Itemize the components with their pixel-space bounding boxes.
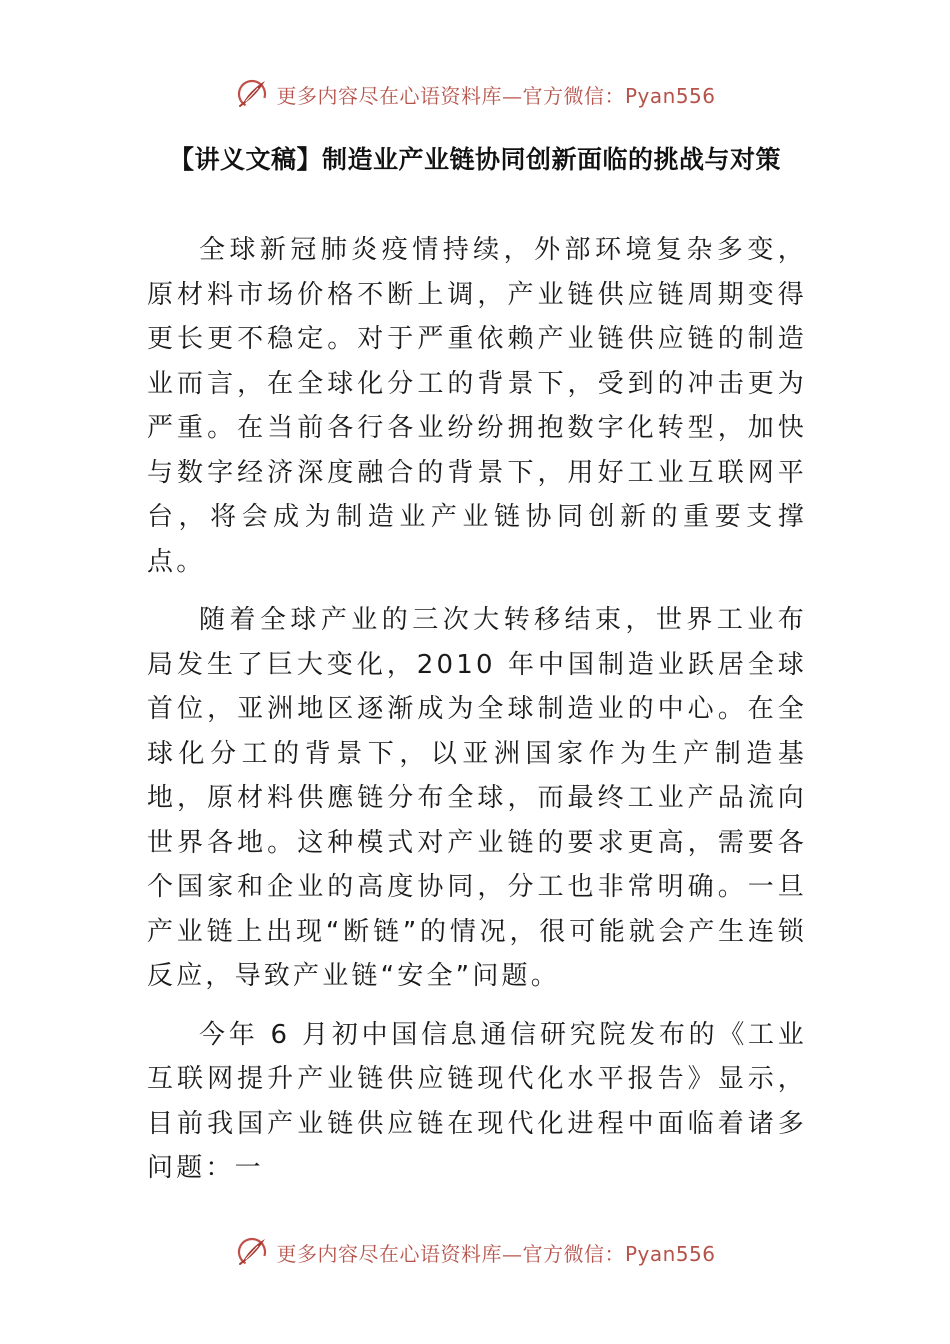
header-brand-text: 更多内容尽在心语资料库—官方微信：Pyan556 — [276, 83, 716, 108]
header-brand-banner — [0, 74, 950, 114]
document-title: 【讲义文稿】制造业产业链协同创新面临的挑战与对策 — [168, 145, 781, 174]
quill-leaf-logo-icon — [234, 76, 270, 112]
footer-brand-banner — [0, 1232, 950, 1272]
quill-leaf-logo-icon — [234, 1234, 270, 1270]
header-wechat-id: Pyan556 — [624, 83, 716, 108]
document-body — [147, 228, 807, 1205]
footer-brand-text: 更多内容尽在心语资料库—官方微信：Pyan556 — [276, 1241, 716, 1266]
paragraph-1: 全球新冠肺炎疫情持续，外部环境复杂多变，原材料市场价格不断上调，产业链供应链周期变得更长更不稳定。对于严重依赖产业链供应链的制造业而言，在全球化分工的背景下，受到的冲击更为严重。在当前各行各业纷纷拥抱数字化转型，加快与数字经济深度融合的背景下，用好工业互联网平台，将会成为制造业产业链协同创新的重要支撑点。 — [147, 235, 807, 577]
footer-wechat-id: Pyan556 — [624, 1241, 716, 1266]
paragraph-2: 随着全球产业的三次大转移结束，世界工业布局发生了巨大变化，2010 年中国制造业跃居全球首位，亚洲地区逐渐成为全球制造业的中心。在全球化分工的背景下，以亚洲国家作为生产制造基地，原材料供應链分布全球，而最终工业产品流向世界各地。这种模式对产业链的要求更高，需要各个国家和企业的高度协同，分工也非常明确。一旦产业链上出现“断链”的情况，很可能就会产生连锁反应，导致产业链“安全”问题。 — [147, 605, 807, 991]
paragraph-3: 今年 6 月初中国信息通信研究院发布的《工业互联网提升产业链供应链现代化水平报告》显示，目前我国产业链供应链在现代化进程中面临着诸多问题：一 — [147, 1019, 807, 1183]
